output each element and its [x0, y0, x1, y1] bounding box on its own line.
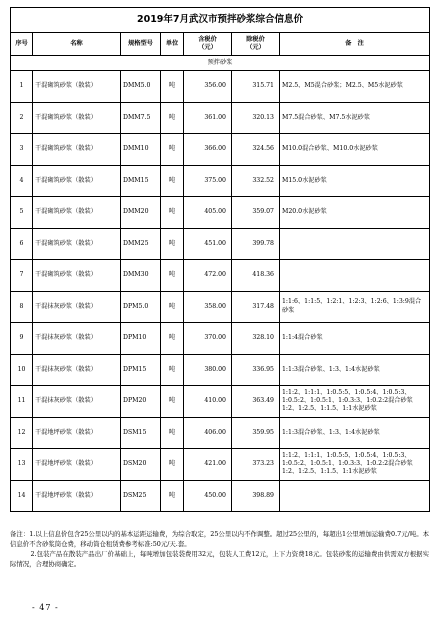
table-header-row: [11, 33, 430, 56]
table-row: [11, 449, 430, 481]
cell-price-notax: 359.95: [232, 417, 280, 449]
page-title: 2019年7月武汉市预拌砂浆综合信息价: [11, 8, 430, 33]
cell-price-tax: 356.00: [184, 71, 232, 103]
cell-remark: M20.0水泥砂浆: [280, 197, 430, 229]
cell-spec: DMM15: [121, 165, 161, 197]
cell-price-notax: 418.36: [232, 260, 280, 292]
note-1: 备注：1.以上信息价包含25公里以内的基本运距运输费，为综合取定，25公里以内不作调整。超过25公里的，每超出1公里增加运输费0.7元/吨。本信息价不含砂浆筒仓费，移动筒仓租赁费参考标准:50元/天.套。: [10, 530, 429, 548]
table-row: [11, 260, 430, 292]
table-row: [11, 417, 430, 449]
cell-no: 10: [11, 354, 33, 386]
cell-unit: 吨: [161, 228, 184, 260]
cell-unit: 吨: [161, 449, 184, 481]
notes: [10, 530, 429, 570]
cell-price-notax: 398.89: [232, 480, 280, 512]
cell-price-notax: 328.10: [232, 323, 280, 355]
cell-remark: M7.5混合砂浆、M7.5水泥砂浆: [280, 102, 430, 134]
cell-price-tax: 450.00: [184, 480, 232, 512]
table-row: [11, 197, 430, 229]
cell-price-notax: 320.13: [232, 102, 280, 134]
cell-no: 2: [11, 102, 33, 134]
header-price-notax-line2: （元）: [246, 44, 265, 51]
cell-name: 干混地坪砂浆（散装）: [33, 449, 121, 481]
cell-no: 4: [11, 165, 33, 197]
cell-price-tax: 421.00: [184, 449, 232, 481]
cell-unit: 吨: [161, 260, 184, 292]
cell-remark: 1:1:3混合砂浆、1:3、1:4水泥砂浆: [280, 354, 430, 386]
cell-name: 干混砌筑砂浆（散装）: [33, 71, 121, 103]
table-row: [11, 354, 430, 386]
cell-no: 11: [11, 386, 33, 418]
cell-price-notax: 315.71: [232, 71, 280, 103]
price-table: [10, 7, 430, 512]
cell-price-tax: 380.00: [184, 354, 232, 386]
cell-remark: M2.5、M5混合砂浆；M2.5、M5水泥砂浆: [280, 71, 430, 103]
cell-price-notax: 399.78: [232, 228, 280, 260]
cell-no: 5: [11, 197, 33, 229]
cell-spec: DPM20: [121, 386, 161, 418]
cell-no: 14: [11, 480, 33, 512]
cell-spec: DMM20: [121, 197, 161, 229]
cell-price-notax: 324.56: [232, 134, 280, 166]
header-price-tax-line2: （元）: [198, 44, 217, 51]
cell-price-tax: 472.00: [184, 260, 232, 292]
cell-price-notax: 373.23: [232, 449, 280, 481]
table-row: [11, 134, 430, 166]
header-price-notax: [232, 33, 280, 56]
cell-name: 干混砌筑砂浆（散装）: [33, 134, 121, 166]
header-spec: 规格型号: [121, 33, 161, 56]
cell-unit: 吨: [161, 323, 184, 355]
cell-price-notax: 336.95: [232, 354, 280, 386]
cell-price-notax: 363.49: [232, 386, 280, 418]
cell-unit: 吨: [161, 291, 184, 323]
cell-price-tax: 366.00: [184, 134, 232, 166]
header-remark: 备 注: [280, 33, 430, 56]
price-table-container: [10, 7, 429, 512]
cell-spec: DMM30: [121, 260, 161, 292]
cell-spec: DMM25: [121, 228, 161, 260]
cell-remark: M10.0混合砂浆、M10.0水泥砂浆: [280, 134, 430, 166]
cell-name: 干混砌筑砂浆（散装）: [33, 228, 121, 260]
cell-remark: [280, 260, 430, 292]
cell-name: 干混抹灰砂浆（散装）: [33, 291, 121, 323]
cell-price-tax: 358.00: [184, 291, 232, 323]
table-row: [11, 165, 430, 197]
cell-remark: [280, 480, 430, 512]
cell-spec: DMM10: [121, 134, 161, 166]
cell-price-tax: 451.00: [184, 228, 232, 260]
cell-name: 干混砌筑砂浆（散装）: [33, 260, 121, 292]
table-row: [11, 323, 430, 355]
cell-no: 7: [11, 260, 33, 292]
cell-unit: 吨: [161, 354, 184, 386]
cell-unit: 吨: [161, 71, 184, 103]
cell-price-tax: 405.00: [184, 197, 232, 229]
cell-remark: 1:1:2、1:1:1、1:0.5:5、1:0.5:4、1:0.5:3、1:0.5:2、1:0.5:1、1:0.3:3、1:0.2:2混合砂浆 1:2、1:2.5、1:1.5、1:1水泥砂浆: [280, 449, 430, 481]
cell-name: 干混地坪砂浆（散装）: [33, 417, 121, 449]
page-number: - 47 -: [32, 603, 59, 612]
section-row: [11, 56, 430, 71]
cell-name: 干混抹灰砂浆（散装）: [33, 354, 121, 386]
cell-no: 13: [11, 449, 33, 481]
table-row: [11, 386, 430, 418]
table-row: [11, 102, 430, 134]
cell-name: 干混抹灰砂浆（散装）: [33, 323, 121, 355]
header-price-notax-line1: 除税价: [246, 35, 265, 43]
cell-unit: 吨: [161, 386, 184, 418]
cell-name: 干混砌筑砂浆（散装）: [33, 197, 121, 229]
table-row: [11, 228, 430, 260]
cell-no: 3: [11, 134, 33, 166]
cell-remark: [280, 228, 430, 260]
cell-no: 12: [11, 417, 33, 449]
cell-spec: DPM15: [121, 354, 161, 386]
cell-unit: 吨: [161, 102, 184, 134]
header-price-tax: [184, 33, 232, 56]
cell-unit: 吨: [161, 197, 184, 229]
cell-price-notax: 359.07: [232, 197, 280, 229]
table-row: [11, 480, 430, 512]
cell-price-tax: 375.00: [184, 165, 232, 197]
cell-name: 干混砌筑砂浆（散装）: [33, 102, 121, 134]
cell-remark: 1:1:3混合砂浆、1:3、1:4水泥砂浆: [280, 417, 430, 449]
cell-remark: M15.0水泥砂浆: [280, 165, 430, 197]
cell-spec: DSM25: [121, 480, 161, 512]
cell-spec: DPM10: [121, 323, 161, 355]
cell-no: 8: [11, 291, 33, 323]
table-row: [11, 71, 430, 103]
cell-spec: DMM7.5: [121, 102, 161, 134]
cell-no: 1: [11, 71, 33, 103]
cell-price-tax: 410.00: [184, 386, 232, 418]
cell-unit: 吨: [161, 417, 184, 449]
note-2: 2.包装产品在散装产品出厂价基础上，每吨增加包装袋费用32元，包装人工费12元，上下力资费18元。包装砂浆的运输费由供需双方根据实际情况，合理协商确定。: [10, 549, 429, 568]
header-name: 名称: [33, 33, 121, 56]
header-no: 序号: [11, 33, 33, 56]
table-row: [11, 291, 430, 323]
section-label: 预拌砂浆: [11, 56, 430, 71]
cell-price-notax: 317.48: [232, 291, 280, 323]
cell-no: 6: [11, 228, 33, 260]
header-unit: 单位: [161, 33, 184, 56]
cell-price-notax: 332.52: [232, 165, 280, 197]
cell-price-tax: 361.00: [184, 102, 232, 134]
cell-price-tax: 406.00: [184, 417, 232, 449]
cell-spec: DSM15: [121, 417, 161, 449]
cell-remark: 1:1:2、1:1:1、1:0.5:5、1:0.5:4、1:0.5:3、1:0.5:2、1:0.5:1、1:0.3:3、1:0.2:2混合砂浆 1:2、1:2.5、1:1.5、1:1水泥砂浆: [280, 386, 430, 418]
cell-remark: 1:1:6、1:1:5、1:2:1、1:2:3、1:2:6、1:3:9混合砂浆: [280, 291, 430, 323]
cell-name: 干混抹灰砂浆（散装）: [33, 386, 121, 418]
cell-price-tax: 370.00: [184, 323, 232, 355]
cell-remark: 1:1:4混合砂浆: [280, 323, 430, 355]
cell-spec: DSM20: [121, 449, 161, 481]
cell-unit: 吨: [161, 165, 184, 197]
cell-unit: 吨: [161, 134, 184, 166]
cell-no: 9: [11, 323, 33, 355]
cell-name: 干混地坪砂浆（散装）: [33, 480, 121, 512]
cell-spec: DPM5.0: [121, 291, 161, 323]
cell-unit: 吨: [161, 480, 184, 512]
cell-name: 干混砌筑砂浆（散装）: [33, 165, 121, 197]
header-price-tax-line1: 含税价: [198, 35, 217, 43]
cell-spec: DMM5.0: [121, 71, 161, 103]
